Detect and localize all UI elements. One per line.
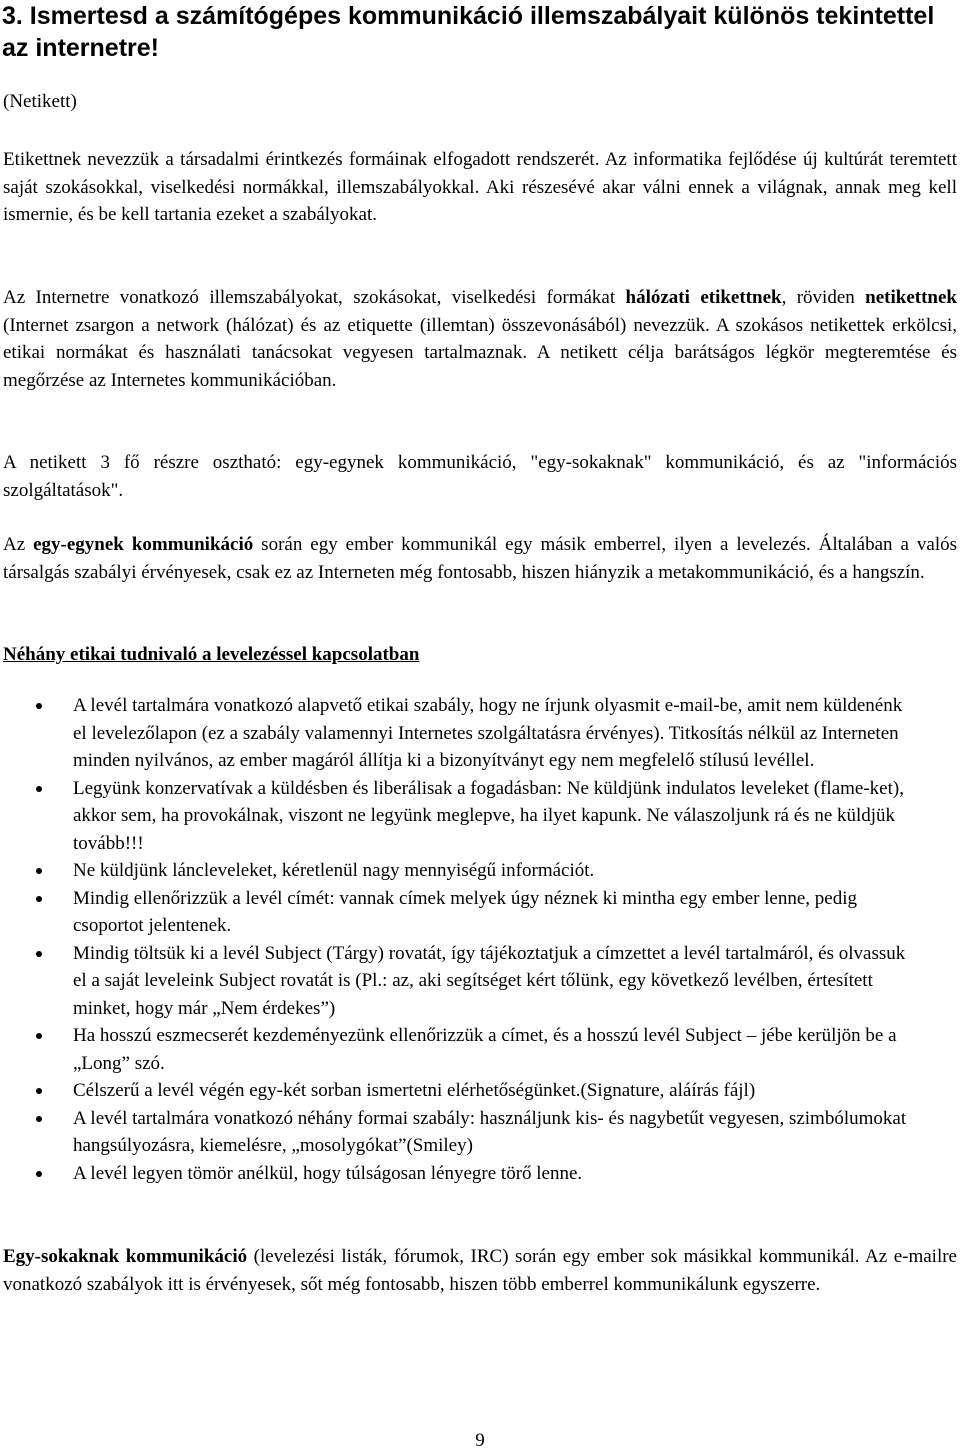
list-item: Célszerű a levél végén egy-két sorban ismertetni elérhetőségünket.(Signature, aláírás fájl) xyxy=(0,1077,912,1105)
text-run: , röviden xyxy=(781,287,866,308)
text-run: (Internet zsargon a network (hálózat) és az etiquette (illemtan) összevonásából) nevezzük. A szokásos netikettek erkölcsi, etikai normákat és használati tanácsokat vegyesen tartalmaznak. A netikett célja barátságos légkör megteremtése és megőrzése az Internetes kommunikációban. xyxy=(3,314,957,391)
list-item: Ha hosszú eszmecserét kezdeményezünk ellenőrizzük a címet, és a hosszú levél Subject – jébe kerüljön be a „Long” szó. xyxy=(0,1022,912,1077)
bullet-icon xyxy=(36,896,42,902)
subheading: Néhány etikai tudnivaló a levelezéssel kapcsolatban xyxy=(3,644,420,665)
bullet-icon xyxy=(36,951,42,957)
text-run: Az xyxy=(3,534,34,555)
email-rules-list xyxy=(0,692,912,1187)
section-heading: 3. Ismertesd a számítógépes kommunikáció illemszabályait különös tekintettel az internetre! xyxy=(2,2,935,62)
bullet-icon xyxy=(36,868,42,874)
list-item: A levél tartalmára vonatkozó néhány formai szabály: használjunk kis- és nagybetűt vegyesen, szimbólumokat hangsúlyozásra, kiemelésre, „mosolygókat”(Smiley) xyxy=(0,1105,912,1160)
list-item: Mindig ellenőrizzük a levél címét: vannak címek melyek úgy néznek ki mintha egy ember lenne, pedig csoportot jelentenek. xyxy=(0,885,912,940)
text-run: Az Internetre vonatkozó illemszabályokat, szokásokat, viselkedési formákat xyxy=(3,287,626,308)
text-run: (levelezési listák, fórumok, IRC) során egy ember sok másikkal kommunikál. Az e-mailre vonatkozó szabályok itt is érvényesek, sőt még fontosabb, hiszen több emberrel kommunikálunk egyszerre. xyxy=(3,1246,957,1295)
one-to-one-paragraph xyxy=(3,531,957,586)
bold-term: hálózati etikettnek xyxy=(625,287,782,308)
list-item: A levél tartalmára vonatkozó alapvető etikai szabály, hogy ne írjunk olyasmit e-mail-be, amit nem küldenénk el levelezőlapon (ez a szabály valamennyi Internetes szolgáltatásra érvényes). Titkosítás nélkül az Interneten minden nyilvános, az ember magáról állítja ki a bizonyítványt egy nem megfelelő stílusú levéllel. xyxy=(0,692,912,775)
bullet-icon xyxy=(36,1088,42,1094)
bold-term: Egy-sokaknak kommunikáció xyxy=(3,1246,248,1267)
bullet-icon xyxy=(36,1116,42,1122)
bold-term: egy-egynek kommunikáció xyxy=(33,534,254,555)
netiquette-definition-paragraph xyxy=(3,284,957,394)
bold-term: netikettnek xyxy=(865,287,957,308)
text-run: során egy ember kommunikál egy másik emberrel, ilyen a levelezés. Általában a valós társalgás szabályi érvényesek, csak ez az Interneten még fontosabb, hiszen hiányzik a metakommunikáció, és a hangszín. xyxy=(3,534,957,583)
bullet-icon xyxy=(36,1033,42,1039)
list-item: Legyünk konzervatívak a küldésben és liberálisak a fogadásban: Ne küldjünk indulatos leveleket (flame-ket), akkor sem, ha provokálnak, viszont ne legyünk meglepve, ha ilyet kapunk. Ne válaszoljunk rá és ne küldjük tovább!!! xyxy=(0,775,912,858)
intro-paragraph: Etikettnek nevezzük a társadalmi érintkezés formáinak elfogadott rendszerét. Az informatika fejlődése új kultúrát teremtett saját szokásokkal, viselkedési normákkal, illemszabályokkal. Aki részesévé akar válni ennek a világnak, annak meg kell ismernie, és be kell tartania ezeket a szabályokat. xyxy=(3,149,957,225)
netiquette-parts-paragraph: A netikett 3 fő részre osztható: egy-egynek kommunikáció, "egy-sokaknak" kommunikáció, és az "információs szolgáltatások". xyxy=(3,452,957,501)
one-to-many-paragraph xyxy=(3,1243,957,1298)
list-item: Ne küldjünk láncleveleket, kéretlenül nagy mennyiségű információt. xyxy=(0,857,912,885)
bullet-icon xyxy=(36,786,42,792)
list-item: Mindig töltsük ki a levél Subject (Tárgy) rovatát, így tájékoztatjuk a címzettet a levél tartalmáról, és olvassuk el a saját leveleink Subject rovatát is (Pl.: az, aki segítséget kért tőlünk, egy következő levélben, értesített minket, hogy már „Nem érdekes”) xyxy=(0,940,912,1023)
bullet-icon xyxy=(36,1171,42,1177)
list-item: A levél legyen tömör anélkül, hogy túlságosan lényegre törő lenne. xyxy=(0,1160,912,1188)
bullet-icon xyxy=(36,703,42,709)
subtitle: (Netikett) xyxy=(3,91,77,112)
page-number: 9 xyxy=(475,1430,485,1451)
